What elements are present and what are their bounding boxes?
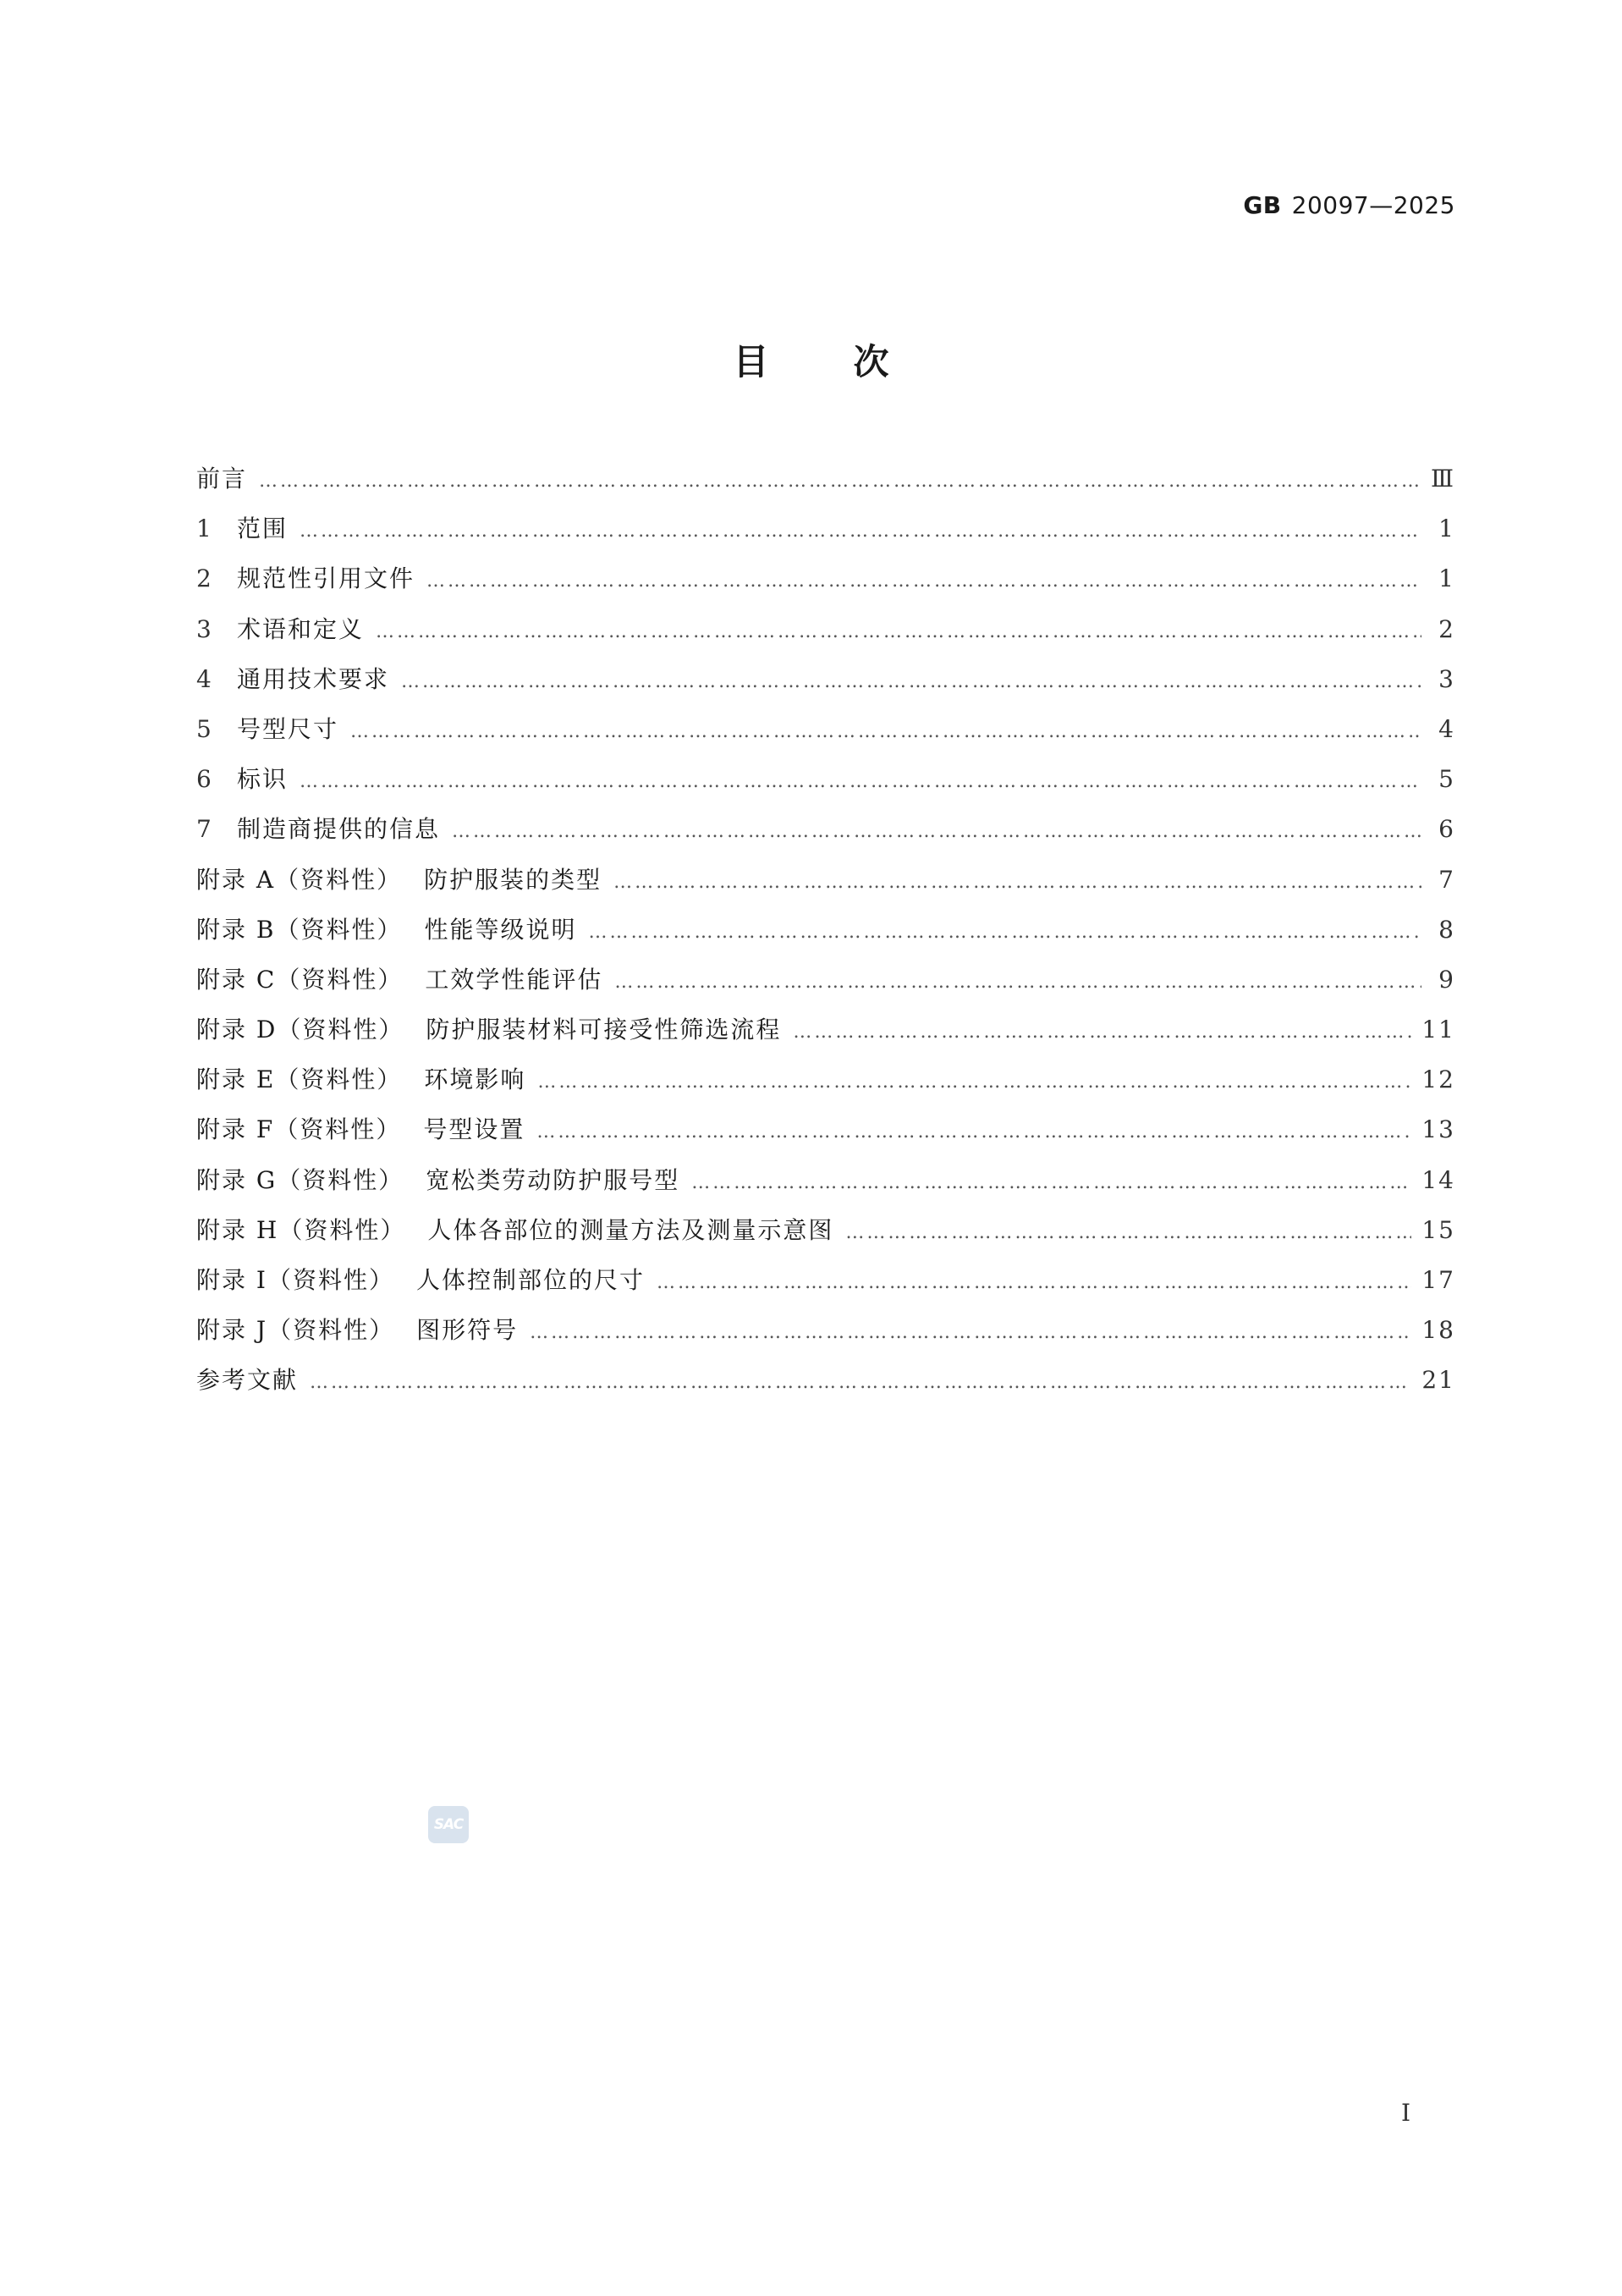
toc-entry[interactable] — [196, 1065, 1455, 1115]
toc-entry-label — [196, 714, 338, 745]
toc-entry-label — [196, 1265, 645, 1296]
toc-page-number: 9 — [1438, 965, 1455, 994]
toc-page-number: 8 — [1438, 915, 1455, 944]
toc-appendix-tag: 附录 F（资料性） — [196, 1115, 402, 1144]
toc-title: 目次 — [733, 341, 974, 383]
toc-entry-title: 图形符号 — [416, 1316, 519, 1345]
toc-dot-leader — [613, 867, 1421, 898]
toc-entry-label — [196, 915, 577, 945]
toc-entry[interactable] — [196, 464, 1455, 514]
toc-entry-label — [196, 1315, 518, 1346]
toc-dot-leader — [589, 917, 1422, 948]
toc-entry-title: 通用技术要求 — [237, 664, 390, 693]
toc-entry-title: 术语和定义 — [237, 614, 365, 643]
toc-entry-label — [196, 1065, 525, 1095]
toc-section-number: 5 — [196, 714, 213, 743]
toc-entry[interactable] — [196, 1215, 1455, 1265]
toc-entry-title: 性能等级说明 — [424, 915, 577, 944]
toc-entry-label — [196, 1165, 679, 1196]
standard-number-header — [1243, 191, 1455, 219]
toc-section-number: 1 — [196, 515, 213, 543]
toc-entry-title: 号型设置 — [423, 1115, 525, 1144]
toc-entry-label — [196, 614, 364, 645]
toc-entry-label — [196, 1215, 833, 1246]
toc-dot-leader — [614, 967, 1421, 998]
toc-entry[interactable] — [196, 1115, 1455, 1165]
toc-dot-leader — [300, 516, 1421, 547]
toc-appendix-tag: 附录 C（资料性） — [196, 965, 404, 994]
toc-entry-title: 号型尺寸 — [237, 714, 339, 743]
toc-entry-label — [196, 1015, 781, 1045]
toc-entry-label — [196, 764, 288, 795]
toc-page-number: 3 — [1438, 664, 1455, 693]
toc-entry[interactable] — [196, 664, 1455, 714]
toc-entry-title: 人体各部位的测量方法及测量示意图 — [427, 1215, 834, 1244]
toc-entry-title: 规范性引用文件 — [237, 564, 415, 593]
toc-dot-leader — [657, 1268, 1411, 1298]
table-of-contents — [196, 464, 1455, 1416]
toc-section-number: 4 — [196, 664, 213, 693]
toc-entry[interactable] — [196, 814, 1455, 864]
toc-entry-title: 参考文献 — [196, 1366, 299, 1395]
toc-entry-title: 工效学性能评估 — [425, 965, 603, 994]
toc-entry-title: 宽松类劳动防护服号型 — [426, 1165, 680, 1194]
toc-appendix-tag: 附录 J（资料性） — [196, 1316, 395, 1345]
toc-dot-leader — [350, 717, 1421, 747]
toc-page-number: 6 — [1438, 815, 1455, 844]
toc-appendix-tag: 附录 A（资料性） — [196, 865, 403, 894]
toc-entry[interactable] — [196, 764, 1455, 814]
toc-entry[interactable] — [196, 1165, 1455, 1215]
toc-page-number: Ⅲ — [1430, 465, 1455, 493]
toc-page-number: 17 — [1421, 1266, 1455, 1294]
toc-page-number: 11 — [1421, 1016, 1455, 1044]
sac-watermark-logo: SAC — [428, 1806, 469, 1843]
toc-section-number: 7 — [196, 815, 213, 844]
toc-dot-leader — [536, 1117, 1411, 1148]
toc-page-number: 21 — [1421, 1366, 1455, 1395]
toc-appendix-tag: 附录 E（资料性） — [196, 1065, 403, 1094]
toc-dot-leader — [300, 767, 1421, 797]
toc-appendix-tag: 附录 B（资料性） — [196, 915, 403, 944]
toc-page-number: 5 — [1438, 765, 1455, 794]
toc-entry[interactable] — [196, 514, 1455, 564]
toc-dot-leader — [310, 1368, 1411, 1398]
toc-dot-leader — [426, 566, 1421, 597]
toc-entry[interactable] — [196, 965, 1455, 1015]
toc-entry[interactable] — [196, 614, 1455, 664]
toc-entry-label — [196, 814, 440, 845]
toc-dot-leader — [452, 817, 1421, 847]
toc-page-number: 15 — [1421, 1215, 1455, 1244]
standard-number: 20097—2025 — [1291, 191, 1455, 219]
toc-page-number: 12 — [1421, 1065, 1455, 1094]
toc-page-number: 14 — [1421, 1165, 1455, 1194]
standard-prefix: GB — [1243, 191, 1282, 219]
toc-dot-leader — [845, 1218, 1411, 1248]
toc-entry-title: 范围 — [237, 515, 289, 543]
toc-entry[interactable] — [196, 714, 1455, 764]
toc-entry[interactable] — [196, 1265, 1455, 1315]
toc-entry[interactable] — [196, 564, 1455, 614]
toc-appendix-tag: 附录 I（资料性） — [196, 1266, 394, 1294]
toc-entry[interactable] — [196, 1015, 1455, 1065]
toc-entry-label — [196, 1115, 525, 1145]
toc-section-number: 2 — [196, 564, 213, 593]
toc-entry-title: 标识 — [237, 765, 289, 794]
toc-entry-title: 防护服装的类型 — [424, 865, 602, 894]
toc-entry[interactable] — [196, 915, 1455, 965]
toc-dot-leader — [376, 617, 1421, 647]
toc-entry-label — [196, 865, 602, 895]
toc-page-number: 13 — [1421, 1115, 1455, 1144]
toc-dot-leader — [530, 1318, 1411, 1348]
toc-dot-leader — [259, 466, 1421, 497]
toc-entry-label — [196, 464, 247, 494]
toc-page-number: 18 — [1421, 1316, 1455, 1345]
toc-section-number: 3 — [196, 614, 213, 643]
toc-page-number: 1 — [1438, 515, 1455, 543]
toc-entry-label — [196, 514, 288, 544]
toc-entry-title: 防护服装材料可接受性筛选流程 — [426, 1016, 782, 1044]
toc-entry-label — [196, 564, 415, 594]
toc-entry-title: 人体控制部位的尺寸 — [415, 1266, 645, 1294]
toc-appendix-tag: 附录 D（资料性） — [196, 1016, 404, 1044]
toc-page-number: 2 — [1438, 614, 1455, 643]
toc-entry-title: 环境影响 — [424, 1065, 526, 1094]
toc-entry-title: 制造商提供的信息 — [237, 815, 441, 844]
toc-entry[interactable] — [196, 1315, 1455, 1365]
toc-appendix-tag: 附录 G（资料性） — [196, 1165, 404, 1194]
toc-dot-leader — [401, 667, 1421, 697]
toc-entry-label — [196, 965, 602, 995]
toc-entry-label — [196, 664, 389, 695]
toc-dot-leader — [537, 1067, 1411, 1098]
toc-dot-leader — [793, 1017, 1411, 1048]
toc-entry-label — [196, 1365, 298, 1396]
toc-page-number: 7 — [1438, 865, 1455, 894]
page-number: I — [1400, 2099, 1410, 2127]
toc-entry-title: 前言 — [196, 465, 248, 493]
toc-entry[interactable] — [196, 865, 1455, 915]
toc-dot-leader — [691, 1168, 1411, 1198]
toc-page-number: 1 — [1438, 564, 1455, 593]
toc-section-number: 6 — [196, 765, 213, 794]
toc-page-number: 4 — [1438, 714, 1455, 743]
toc-entry[interactable] — [196, 1365, 1455, 1415]
toc-appendix-tag: 附录 H（资料性） — [196, 1215, 406, 1244]
